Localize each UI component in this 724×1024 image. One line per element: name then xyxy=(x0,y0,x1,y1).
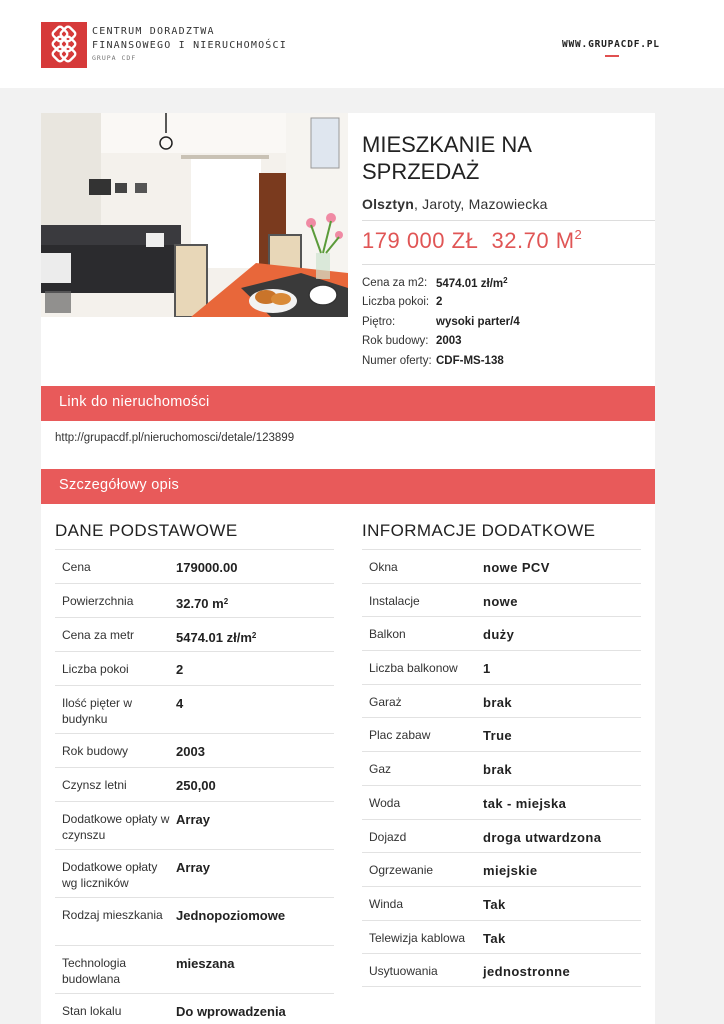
company-logo-icon[interactable] xyxy=(41,22,87,68)
table-row xyxy=(362,650,641,684)
row-label: Usytuowania xyxy=(369,964,438,979)
row-value: brak xyxy=(483,694,513,710)
link-section-heading: Link do nieruchomości xyxy=(41,386,655,421)
row-value: Do wprowadzenia xyxy=(176,1004,286,1019)
row-label: Czynsz letni xyxy=(62,778,127,792)
listing-price-area xyxy=(362,227,582,254)
description-section-heading: Szczegółowy opis xyxy=(41,469,655,504)
table-row xyxy=(362,616,641,650)
fact-value-sup: 2 xyxy=(503,275,508,285)
table-row xyxy=(55,945,334,993)
row-label: Stan lokalu xyxy=(62,1004,122,1018)
location-city: Olsztyn xyxy=(362,196,414,212)
company-name xyxy=(92,25,287,63)
fact-value-text: 5474.01 zł/m xyxy=(436,277,504,290)
table-row xyxy=(362,819,641,853)
row-value: nowe xyxy=(483,593,518,609)
table-row xyxy=(362,953,641,987)
additional-info-table xyxy=(362,519,641,987)
key-facts xyxy=(362,273,652,371)
row-label: Rodzaj mieszkania xyxy=(62,908,163,922)
table-row xyxy=(55,849,334,897)
row-label: Liczba pokoi xyxy=(62,662,129,676)
row-value-sup: 2 xyxy=(251,631,257,640)
row-value: nowe PCV xyxy=(483,560,550,575)
row-value: 2 xyxy=(176,662,184,677)
row-label: Dojazd xyxy=(369,829,407,844)
row-value: 2003 xyxy=(176,744,205,759)
row-label: Gaz xyxy=(369,762,392,777)
row-value: 179000.00 xyxy=(176,560,238,575)
fact-row xyxy=(362,351,652,371)
fact-value: 2003 xyxy=(436,335,462,348)
site-url-underline xyxy=(605,55,619,57)
row-label: Rok budowy xyxy=(62,744,129,758)
fact-row xyxy=(362,332,652,352)
row-value-sup: 2 xyxy=(223,597,229,606)
row-value: Array xyxy=(176,812,210,827)
row-value: miejskie xyxy=(483,863,538,879)
row-value-text: 32.70 m xyxy=(176,596,224,611)
fact-label: Liczba pokoi: xyxy=(362,296,430,309)
table-row xyxy=(362,684,641,718)
row-value: Jednopoziomowe xyxy=(176,908,286,923)
fact-value xyxy=(436,276,508,290)
fact-row xyxy=(362,273,652,293)
row-label: Plac zabaw xyxy=(369,728,431,743)
listing-area: 32.70 M xyxy=(491,228,575,253)
row-value-text: 5474.01 zł/m xyxy=(176,630,252,645)
table-row xyxy=(55,685,334,733)
table-row xyxy=(362,549,641,583)
row-label: Instalacje xyxy=(369,593,420,608)
listing-title: MIESZKANIE NA SPRZEDAŻ xyxy=(362,132,531,184)
table-row xyxy=(55,617,334,651)
table-row xyxy=(55,651,334,685)
fact-value: CDF-MS-138 xyxy=(436,354,504,367)
table-row xyxy=(362,852,641,886)
page-header xyxy=(0,0,724,88)
row-value: mieszana xyxy=(176,956,235,971)
basic-data-heading: DANE PODSTAWOWE xyxy=(55,521,238,540)
row-label: Garaż xyxy=(369,694,402,709)
row-value: 4 xyxy=(176,696,184,711)
row-label: Balkon xyxy=(369,627,406,642)
row-value: brak xyxy=(483,762,513,778)
table-row xyxy=(55,993,334,1024)
row-label: Okna xyxy=(369,560,398,574)
fact-row xyxy=(362,312,652,332)
row-value xyxy=(176,584,228,612)
row-value: jednostronne xyxy=(483,964,571,980)
listing-area-unit-sup: 2 xyxy=(574,227,583,242)
additional-info-heading: INFORMACJE DODATKOWE xyxy=(362,521,596,540)
row-label: Ilość pięter w budynku xyxy=(62,696,133,726)
row-value: 1 xyxy=(483,661,491,677)
basic-data-table xyxy=(55,519,334,1024)
row-value xyxy=(176,618,256,646)
row-value: Tak xyxy=(483,896,506,912)
site-url-link[interactable]: WWW.GRUPACDF.PL xyxy=(562,39,660,50)
row-value: Tak xyxy=(483,930,506,946)
row-value: Array xyxy=(176,860,210,875)
row-label: Woda xyxy=(369,795,401,810)
row-label: Winda xyxy=(369,896,404,911)
table-row xyxy=(55,801,334,849)
property-link[interactable]: http://grupacdf.pl/nieruchomosci/detale/123899 xyxy=(55,432,295,444)
table-row xyxy=(362,886,641,920)
company-name-line2: FINANSOWEGO I NIERUCHOMOŚCI xyxy=(92,40,287,51)
company-name-line1: CENTRUM DORADZTWA xyxy=(92,26,215,37)
row-label: Telewizja kablowa xyxy=(369,930,466,945)
table-row xyxy=(55,733,334,767)
row-label: Cena za metr xyxy=(62,628,135,642)
row-value: duży xyxy=(483,627,515,643)
listing-location xyxy=(362,196,548,212)
table-row xyxy=(362,751,641,785)
fact-label: Cena za m2: xyxy=(362,276,428,289)
fact-value: 2 xyxy=(436,296,443,309)
location-details: , Jaroty, Mazowiecka xyxy=(413,196,548,212)
fact-row xyxy=(362,293,652,313)
company-name-line3: GRUPA CDF xyxy=(92,54,137,62)
row-label: Liczba balkonow xyxy=(369,661,458,676)
table-row xyxy=(362,920,641,954)
property-photo[interactable] xyxy=(41,113,348,317)
fact-label: Piętro: xyxy=(362,315,396,328)
row-value: 250,00 xyxy=(176,778,216,793)
table-row xyxy=(55,549,334,583)
row-label: Ogrzewanie xyxy=(369,863,434,878)
table-row xyxy=(55,897,334,945)
row-label: Cena xyxy=(62,560,91,574)
table-row xyxy=(362,583,641,617)
row-label: Dodatkowe opłaty w czynszu xyxy=(62,812,170,842)
fact-label: Rok budowy: xyxy=(362,335,429,348)
divider xyxy=(362,264,655,265)
row-value: droga utwardzona xyxy=(483,829,602,845)
row-label: Technologia budowlana xyxy=(62,956,127,986)
table-row xyxy=(362,717,641,751)
table-row xyxy=(55,767,334,801)
fact-label: Numer oferty: xyxy=(362,354,432,367)
row-value: tak - miejska xyxy=(483,795,567,811)
row-label: Dodatkowe opłaty wg liczników xyxy=(62,860,158,890)
listing-card xyxy=(41,113,655,1024)
table-row xyxy=(362,785,641,819)
row-label: Powierzchnia xyxy=(62,594,134,608)
listing-price: 179 000 ZŁ xyxy=(362,228,479,253)
row-value: True xyxy=(483,728,513,744)
table-row xyxy=(55,583,334,617)
divider xyxy=(362,220,655,221)
fact-value: wysoki parter/4 xyxy=(436,315,520,328)
